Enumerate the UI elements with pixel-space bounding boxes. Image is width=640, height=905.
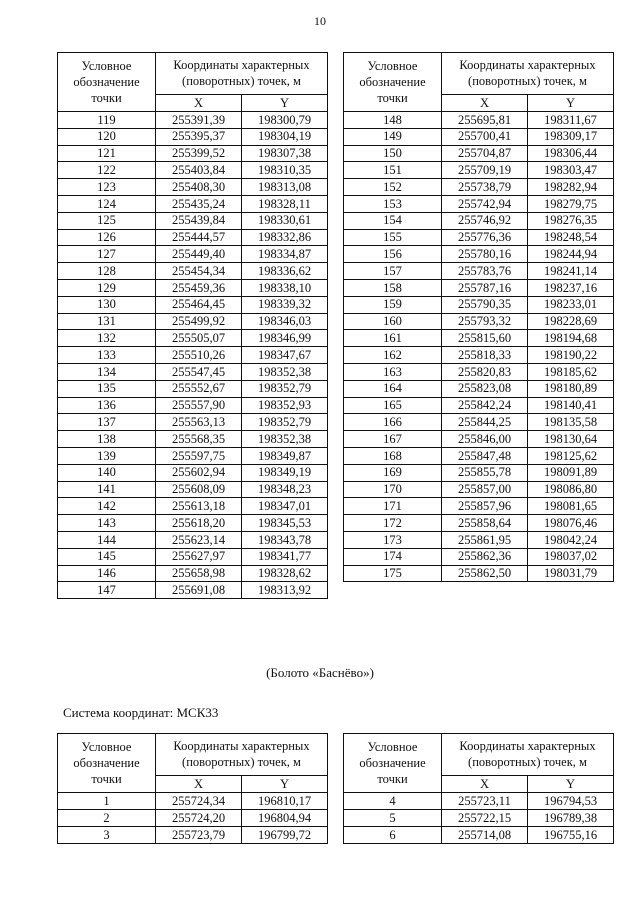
point-number: 2 bbox=[58, 810, 156, 827]
y-coordinate: 198332,86 bbox=[242, 229, 328, 246]
y-coordinate: 198306,44 bbox=[528, 145, 614, 162]
y-coordinate: 196794,53 bbox=[528, 793, 614, 810]
x-coordinate: 255608,09 bbox=[156, 481, 242, 498]
table-row bbox=[344, 447, 614, 464]
table-row bbox=[58, 330, 328, 347]
point-number: 134 bbox=[58, 363, 156, 380]
y-coordinate: 198076,46 bbox=[528, 515, 614, 532]
point-number: 174 bbox=[344, 548, 442, 565]
point-header: Условное обозначение точки bbox=[58, 53, 156, 112]
y-coordinate: 198241,14 bbox=[528, 263, 614, 280]
point-header: Условное обозначение точки bbox=[58, 734, 156, 793]
table-row bbox=[58, 447, 328, 464]
point-number: 4 bbox=[344, 793, 442, 810]
x-header: X bbox=[156, 94, 242, 111]
x-coordinate: 255861,95 bbox=[442, 531, 528, 548]
y-coordinate: 198303,47 bbox=[528, 162, 614, 179]
y-coordinate: 198334,87 bbox=[242, 246, 328, 263]
y-coordinate: 198346,03 bbox=[242, 313, 328, 330]
x-coordinate: 255391,39 bbox=[156, 112, 242, 129]
table-row bbox=[344, 431, 614, 448]
x-coordinate: 255724,20 bbox=[156, 810, 242, 827]
table-row bbox=[344, 515, 614, 532]
point-number: 6 bbox=[344, 827, 442, 844]
point-number: 146 bbox=[58, 565, 156, 582]
x-coordinate: 255793,32 bbox=[442, 313, 528, 330]
table-row bbox=[58, 515, 328, 532]
point-number: 133 bbox=[58, 347, 156, 364]
point-number: 148 bbox=[344, 112, 442, 129]
x-coordinate: 255787,16 bbox=[442, 279, 528, 296]
coordinates-table-2 bbox=[343, 52, 614, 582]
coordinates-header: Координаты характерных (поворотных) точек, м bbox=[156, 53, 328, 95]
x-coordinate: 255408,30 bbox=[156, 179, 242, 196]
table-row bbox=[58, 481, 328, 498]
table-row bbox=[58, 565, 328, 582]
point-number: 147 bbox=[58, 582, 156, 599]
x-coordinate: 255776,36 bbox=[442, 229, 528, 246]
point-number: 119 bbox=[58, 112, 156, 129]
y-coordinate: 198185,62 bbox=[528, 363, 614, 380]
x-coordinate: 255857,00 bbox=[442, 481, 528, 498]
y-coordinate: 198347,01 bbox=[242, 498, 328, 515]
x-coordinate: 255704,87 bbox=[442, 145, 528, 162]
x-coordinate: 255613,18 bbox=[156, 498, 242, 515]
x-header: X bbox=[156, 775, 242, 792]
table-row bbox=[344, 565, 614, 582]
y-coordinate: 198336,62 bbox=[242, 263, 328, 280]
table-row bbox=[344, 380, 614, 397]
table-row bbox=[344, 397, 614, 414]
table-row bbox=[344, 279, 614, 296]
y-coordinate: 198228,69 bbox=[528, 313, 614, 330]
y-coordinate: 198307,38 bbox=[242, 145, 328, 162]
y-coordinate: 198328,11 bbox=[242, 195, 328, 212]
table-row bbox=[58, 279, 328, 296]
point-number: 128 bbox=[58, 263, 156, 280]
y-coordinate: 198313,92 bbox=[242, 582, 328, 599]
x-coordinate: 255820,83 bbox=[442, 363, 528, 380]
table-row bbox=[344, 793, 614, 810]
y-coordinate: 198330,61 bbox=[242, 212, 328, 229]
point-number: 152 bbox=[344, 179, 442, 196]
y-header: Y bbox=[528, 775, 614, 792]
table-row bbox=[344, 195, 614, 212]
table-row bbox=[344, 313, 614, 330]
x-coordinate: 255547,45 bbox=[156, 363, 242, 380]
y-coordinate: 198310,35 bbox=[242, 162, 328, 179]
table-row bbox=[58, 112, 328, 129]
point-number: 167 bbox=[344, 431, 442, 448]
y-coordinate: 198194,68 bbox=[528, 330, 614, 347]
y-coordinate: 198352,79 bbox=[242, 380, 328, 397]
table-row bbox=[58, 263, 328, 280]
x-coordinate: 255818,33 bbox=[442, 347, 528, 364]
point-number: 161 bbox=[344, 330, 442, 347]
point-number: 139 bbox=[58, 447, 156, 464]
point-number: 142 bbox=[58, 498, 156, 515]
x-coordinate: 255844,25 bbox=[442, 414, 528, 431]
x-header: X bbox=[442, 775, 528, 792]
point-number: 144 bbox=[58, 531, 156, 548]
x-coordinate: 255623,14 bbox=[156, 531, 242, 548]
point-number: 3 bbox=[58, 827, 156, 844]
point-number: 173 bbox=[344, 531, 442, 548]
y-coordinate: 198352,38 bbox=[242, 363, 328, 380]
point-number: 120 bbox=[58, 128, 156, 145]
coordinates-table-3 bbox=[57, 733, 328, 844]
table-row bbox=[344, 179, 614, 196]
y-coordinate: 198237,16 bbox=[528, 279, 614, 296]
table-row bbox=[344, 481, 614, 498]
x-coordinate: 255395,37 bbox=[156, 128, 242, 145]
table-row bbox=[58, 229, 328, 246]
y-coordinate: 198125,62 bbox=[528, 447, 614, 464]
x-coordinate: 255399,52 bbox=[156, 145, 242, 162]
y-coordinate: 198311,67 bbox=[528, 112, 614, 129]
point-number: 125 bbox=[58, 212, 156, 229]
x-coordinate: 255691,08 bbox=[156, 582, 242, 599]
table-row bbox=[58, 212, 328, 229]
x-coordinate: 255714,08 bbox=[442, 827, 528, 844]
table-row bbox=[58, 498, 328, 515]
table-row bbox=[344, 498, 614, 515]
y-coordinate: 198352,93 bbox=[242, 397, 328, 414]
y-coordinate: 198276,35 bbox=[528, 212, 614, 229]
table-row bbox=[344, 810, 614, 827]
y-coordinate: 198037,02 bbox=[528, 548, 614, 565]
x-coordinate: 255857,96 bbox=[442, 498, 528, 515]
table-row bbox=[344, 347, 614, 364]
y-coordinate: 198042,24 bbox=[528, 531, 614, 548]
point-number: 129 bbox=[58, 279, 156, 296]
y-coordinate: 198349,19 bbox=[242, 464, 328, 481]
y-coordinate: 198341,77 bbox=[242, 548, 328, 565]
y-coordinate: 198309,17 bbox=[528, 128, 614, 145]
point-number: 155 bbox=[344, 229, 442, 246]
x-coordinate: 255505,07 bbox=[156, 330, 242, 347]
point-number: 127 bbox=[58, 246, 156, 263]
section-caption: (Болото «Баснёво») bbox=[266, 665, 374, 680]
point-number: 143 bbox=[58, 515, 156, 532]
x-coordinate: 255847,48 bbox=[442, 447, 528, 464]
x-coordinate: 255723,79 bbox=[156, 827, 242, 844]
table-row bbox=[58, 246, 328, 263]
point-number: 165 bbox=[344, 397, 442, 414]
point-number: 154 bbox=[344, 212, 442, 229]
table-row bbox=[58, 363, 328, 380]
coordinates-header: Координаты характерных (поворотных) точек, м bbox=[156, 734, 328, 776]
x-coordinate: 255454,34 bbox=[156, 263, 242, 280]
point-number: 130 bbox=[58, 296, 156, 313]
point-number: 175 bbox=[344, 565, 442, 582]
x-coordinate: 255815,60 bbox=[442, 330, 528, 347]
y-coordinate: 198338,10 bbox=[242, 279, 328, 296]
point-number: 151 bbox=[344, 162, 442, 179]
y-coordinate: 198282,94 bbox=[528, 179, 614, 196]
point-number: 149 bbox=[344, 128, 442, 145]
point-number: 156 bbox=[344, 246, 442, 263]
table-row bbox=[58, 179, 328, 196]
point-number: 160 bbox=[344, 313, 442, 330]
y-coordinate: 198091,89 bbox=[528, 464, 614, 481]
table-row bbox=[344, 827, 614, 844]
point-number: 132 bbox=[58, 330, 156, 347]
point-number: 126 bbox=[58, 229, 156, 246]
x-coordinate: 255464,45 bbox=[156, 296, 242, 313]
y-coordinate: 198031,79 bbox=[528, 565, 614, 582]
x-coordinate: 255557,90 bbox=[156, 397, 242, 414]
point-number: 141 bbox=[58, 481, 156, 498]
x-coordinate: 255658,98 bbox=[156, 565, 242, 582]
x-coordinate: 255783,76 bbox=[442, 263, 528, 280]
table-row bbox=[344, 531, 614, 548]
table-row bbox=[58, 827, 328, 844]
table-row bbox=[344, 246, 614, 263]
table-row bbox=[58, 397, 328, 414]
x-coordinate: 255862,36 bbox=[442, 548, 528, 565]
x-header: X bbox=[442, 94, 528, 111]
y-coordinate: 198348,23 bbox=[242, 481, 328, 498]
x-coordinate: 255746,92 bbox=[442, 212, 528, 229]
table-row bbox=[58, 431, 328, 448]
y-coordinate: 198352,79 bbox=[242, 414, 328, 431]
table-row bbox=[58, 582, 328, 599]
point-number: 162 bbox=[344, 347, 442, 364]
y-coordinate: 198339,32 bbox=[242, 296, 328, 313]
point-number: 158 bbox=[344, 279, 442, 296]
table-row bbox=[58, 347, 328, 364]
table-row bbox=[58, 531, 328, 548]
table-row bbox=[58, 793, 328, 810]
x-coordinate: 255627,97 bbox=[156, 548, 242, 565]
x-coordinate: 255568,35 bbox=[156, 431, 242, 448]
y-coordinate: 198233,01 bbox=[528, 296, 614, 313]
y-header: Y bbox=[242, 775, 328, 792]
y-coordinate: 198300,79 bbox=[242, 112, 328, 129]
x-coordinate: 255695,81 bbox=[442, 112, 528, 129]
x-coordinate: 255709,19 bbox=[442, 162, 528, 179]
x-coordinate: 255862,50 bbox=[442, 565, 528, 582]
x-coordinate: 255499,92 bbox=[156, 313, 242, 330]
x-coordinate: 255618,20 bbox=[156, 515, 242, 532]
coordinate-system-label: Система координат: МСК33 bbox=[63, 705, 219, 720]
x-coordinate: 255403,84 bbox=[156, 162, 242, 179]
point-number: 171 bbox=[344, 498, 442, 515]
x-coordinate: 255724,34 bbox=[156, 793, 242, 810]
x-coordinate: 255700,41 bbox=[442, 128, 528, 145]
table-row bbox=[344, 414, 614, 431]
table-row bbox=[58, 810, 328, 827]
point-number: 140 bbox=[58, 464, 156, 481]
point-header: Условное обозначение точки bbox=[344, 734, 442, 793]
y-coordinate: 196755,16 bbox=[528, 827, 614, 844]
x-coordinate: 255449,40 bbox=[156, 246, 242, 263]
y-coordinate: 196789,38 bbox=[528, 810, 614, 827]
x-coordinate: 255439,84 bbox=[156, 212, 242, 229]
table-row bbox=[58, 313, 328, 330]
table-row bbox=[58, 296, 328, 313]
x-coordinate: 255510,26 bbox=[156, 347, 242, 364]
coordinates-table-4 bbox=[343, 733, 614, 844]
point-number: 153 bbox=[344, 195, 442, 212]
x-coordinate: 255780,16 bbox=[442, 246, 528, 263]
page-number: 10 bbox=[314, 14, 326, 28]
table-row bbox=[58, 414, 328, 431]
table-row bbox=[58, 128, 328, 145]
table-row bbox=[344, 145, 614, 162]
y-coordinate: 198352,38 bbox=[242, 431, 328, 448]
x-coordinate: 255723,11 bbox=[442, 793, 528, 810]
x-coordinate: 255552,67 bbox=[156, 380, 242, 397]
table-row bbox=[344, 296, 614, 313]
x-coordinate: 255846,00 bbox=[442, 431, 528, 448]
y-coordinate: 198304,19 bbox=[242, 128, 328, 145]
coordinates-table-1 bbox=[57, 52, 328, 599]
point-number: 138 bbox=[58, 431, 156, 448]
point-number: 137 bbox=[58, 414, 156, 431]
table-row bbox=[344, 212, 614, 229]
table-row bbox=[344, 330, 614, 347]
point-number: 169 bbox=[344, 464, 442, 481]
y-coordinate: 198086,80 bbox=[528, 481, 614, 498]
y-coordinate: 198343,78 bbox=[242, 531, 328, 548]
y-coordinate: 198347,67 bbox=[242, 347, 328, 364]
table-row bbox=[58, 145, 328, 162]
y-coordinate: 198244,94 bbox=[528, 246, 614, 263]
x-coordinate: 255597,75 bbox=[156, 447, 242, 464]
point-number: 121 bbox=[58, 145, 156, 162]
y-coordinate: 198081,65 bbox=[528, 498, 614, 515]
point-number: 168 bbox=[344, 447, 442, 464]
point-number: 164 bbox=[344, 380, 442, 397]
point-number: 159 bbox=[344, 296, 442, 313]
point-number: 170 bbox=[344, 481, 442, 498]
point-number: 124 bbox=[58, 195, 156, 212]
y-coordinate: 198130,64 bbox=[528, 431, 614, 448]
x-coordinate: 255858,64 bbox=[442, 515, 528, 532]
point-number: 150 bbox=[344, 145, 442, 162]
x-coordinate: 255444,57 bbox=[156, 229, 242, 246]
x-coordinate: 255738,79 bbox=[442, 179, 528, 196]
x-coordinate: 255563,13 bbox=[156, 414, 242, 431]
x-coordinate: 255435,24 bbox=[156, 195, 242, 212]
point-number: 157 bbox=[344, 263, 442, 280]
point-header: Условное обозначение точки bbox=[344, 53, 442, 112]
point-number: 136 bbox=[58, 397, 156, 414]
table-row bbox=[344, 464, 614, 481]
table-row bbox=[58, 548, 328, 565]
y-coordinate: 196804,94 bbox=[242, 810, 328, 827]
x-coordinate: 255790,35 bbox=[442, 296, 528, 313]
coordinates-header: Координаты характерных (поворотных) точек, м bbox=[442, 53, 614, 95]
x-coordinate: 255602,94 bbox=[156, 464, 242, 481]
y-header: Y bbox=[242, 94, 328, 111]
point-number: 131 bbox=[58, 313, 156, 330]
point-number: 5 bbox=[344, 810, 442, 827]
y-coordinate: 198180,89 bbox=[528, 380, 614, 397]
y-coordinate: 198349,87 bbox=[242, 447, 328, 464]
table-row bbox=[344, 162, 614, 179]
y-header: Y bbox=[528, 94, 614, 111]
y-coordinate: 198190,22 bbox=[528, 347, 614, 364]
point-number: 135 bbox=[58, 380, 156, 397]
point-number: 163 bbox=[344, 363, 442, 380]
x-coordinate: 255855,78 bbox=[442, 464, 528, 481]
table-row bbox=[58, 195, 328, 212]
coordinates-header: Координаты характерных (поворотных) точек, м bbox=[442, 734, 614, 776]
point-number: 1 bbox=[58, 793, 156, 810]
y-coordinate: 196799,72 bbox=[242, 827, 328, 844]
point-number: 172 bbox=[344, 515, 442, 532]
x-coordinate: 255722,15 bbox=[442, 810, 528, 827]
y-coordinate: 196810,17 bbox=[242, 793, 328, 810]
table-row bbox=[58, 162, 328, 179]
y-coordinate: 198313,08 bbox=[242, 179, 328, 196]
y-coordinate: 198135,58 bbox=[528, 414, 614, 431]
table-row bbox=[58, 380, 328, 397]
y-coordinate: 198345,53 bbox=[242, 515, 328, 532]
x-coordinate: 255459,36 bbox=[156, 279, 242, 296]
table-row bbox=[344, 128, 614, 145]
x-coordinate: 255742,94 bbox=[442, 195, 528, 212]
table-row bbox=[344, 263, 614, 280]
y-coordinate: 198248,54 bbox=[528, 229, 614, 246]
point-number: 123 bbox=[58, 179, 156, 196]
table-row bbox=[344, 229, 614, 246]
table-row bbox=[58, 464, 328, 481]
table-row bbox=[344, 363, 614, 380]
x-coordinate: 255842,24 bbox=[442, 397, 528, 414]
point-number: 166 bbox=[344, 414, 442, 431]
y-coordinate: 198140,41 bbox=[528, 397, 614, 414]
point-number: 122 bbox=[58, 162, 156, 179]
x-coordinate: 255823,08 bbox=[442, 380, 528, 397]
y-coordinate: 198328,62 bbox=[242, 565, 328, 582]
table-row bbox=[344, 548, 614, 565]
table-row bbox=[344, 112, 614, 129]
y-coordinate: 198279,75 bbox=[528, 195, 614, 212]
y-coordinate: 198346,99 bbox=[242, 330, 328, 347]
point-number: 145 bbox=[58, 548, 156, 565]
